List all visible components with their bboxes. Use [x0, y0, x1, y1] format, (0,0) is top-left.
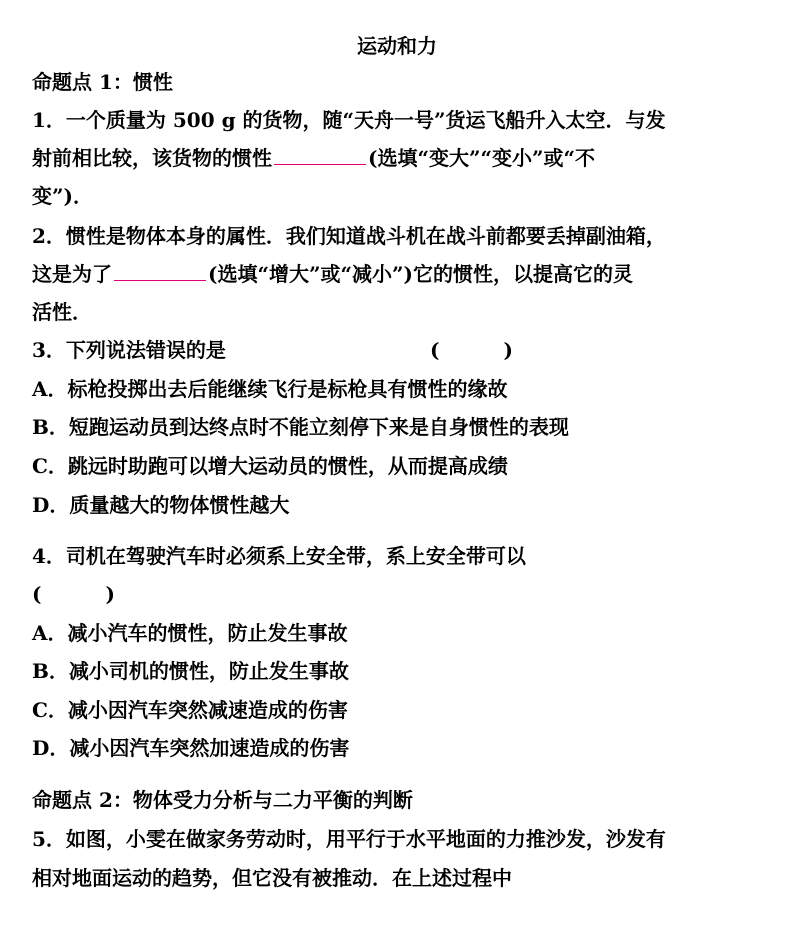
paren-open: ( — [32, 582, 42, 606]
q4-answer-paren[interactable] — [32, 578, 766, 610]
q3-option-b: B．短跑运动员到达终点时不能立刻停下来是自身惯性的表现 — [32, 415, 569, 439]
q5-line1: 5．如图，小雯在做家务劳动时，用平行于水平地面的力推沙发，沙发有 — [32, 827, 666, 851]
q3-option-d: D．质量越大的物体惯性越大 — [32, 493, 290, 517]
q1-line3: 变”)． — [32, 184, 93, 208]
paren-close: ) — [105, 582, 115, 606]
q4-option-c: C．减小因汽车突然减速造成的伤害 — [32, 698, 348, 722]
section2-heading: 命题点 2：物体受力分析与二力平衡的判断 — [32, 788, 413, 812]
q2-line2 — [32, 258, 766, 290]
page-title: 运动和力 — [357, 34, 437, 58]
q2-answer-blank[interactable] — [114, 258, 206, 281]
paren-close: ) — [503, 338, 513, 362]
q4-option-b: B．减小司机的惯性，防止发生事故 — [32, 659, 349, 683]
paren-open: ( — [430, 338, 440, 362]
q4-stem: 4．司机在驾驶汽车时必须系上安全带，系上安全带可以 — [32, 544, 526, 568]
q1-line2 — [32, 142, 766, 174]
q1-line2-text-b: (选填“变大”“变小”或“不 — [368, 146, 595, 170]
q1-line2-text-a: 射前相比较，该货物的惯性 — [32, 146, 272, 170]
section1-heading: 命题点 1：惯性 — [32, 70, 173, 94]
q2-line2-text-b: (选填“增大”或“减小”)它的惯性，以提高它的灵 — [208, 262, 633, 286]
q1-answer-blank[interactable] — [274, 142, 366, 165]
q3-stem: 3．下列说法错误的是 — [32, 338, 226, 362]
q3-option-c: C．跳远时助跑可以增大运动员的惯性，从而提高成绩 — [32, 454, 508, 478]
q4-option-d: D．减小因汽车突然加速造成的伤害 — [32, 736, 350, 760]
q3-stem-line — [32, 334, 766, 366]
q2-line3: 活性． — [32, 300, 92, 324]
q3-answer-paren[interactable] — [430, 334, 513, 366]
q1-line1: 1．一个质量为 500 g 的货物，随“天舟一号”货运飞船升入太空．与发 — [32, 108, 666, 132]
q4-option-a: A．减小汽车的惯性，防止发生事故 — [32, 621, 348, 645]
q2-line1: 2．惯性是物体本身的属性．我们知道战斗机在战斗前都要丢掉副油箱， — [32, 224, 666, 248]
q3-option-a: A．标枪投掷出去后能继续飞行是标枪具有惯性的缘故 — [32, 377, 508, 401]
q5-line2: 相对地面运动的趋势，但它没有被推动．在上述过程中 — [32, 866, 512, 890]
q2-line2-text-a: 这是为了 — [32, 262, 112, 286]
